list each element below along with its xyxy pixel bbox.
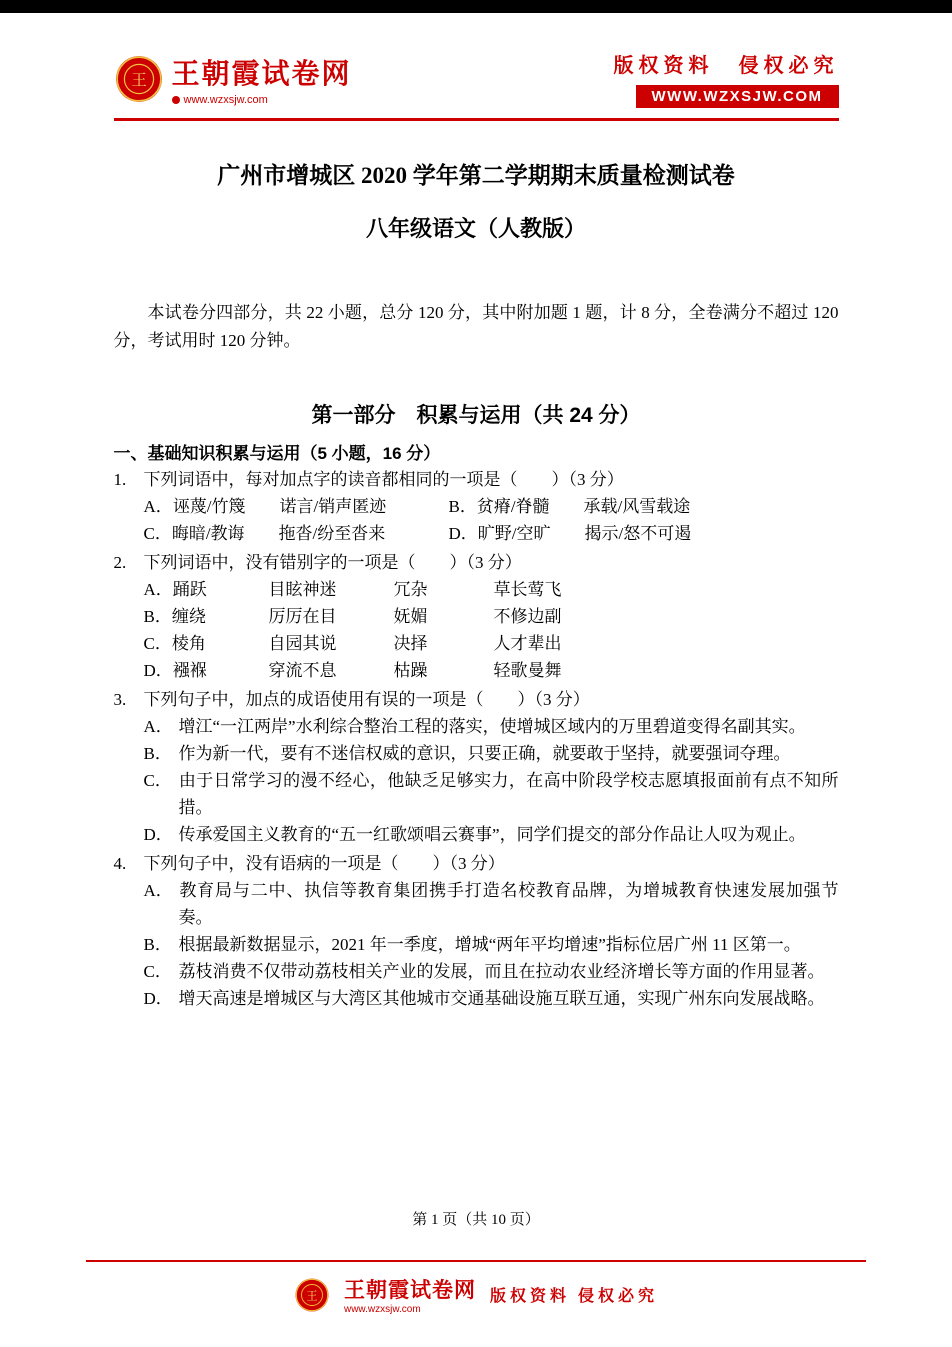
option-c-cell: C．棱角 — [143, 634, 206, 653]
option-text: 由于日常学习的漫不经心，他缺乏足够实力，在高中阶段学校志愿填报面前有点不知所措。 — [178, 771, 839, 817]
question-stem: 下列词语中，没有错别字的一项是（ ）（3 分） — [143, 553, 522, 572]
brand-block — [114, 52, 352, 106]
option-label: C． — [143, 962, 172, 981]
option-cell: 人才辈出 — [493, 634, 562, 653]
question-1-stem-row — [114, 466, 839, 493]
question-stem: 下列句子中，没有语病的一项是（ ）（3 分） — [143, 854, 505, 873]
option-text: 荔枝消费不仅带动荔枝相关产业的发展，而且在拉动农业经济增长等方面的作用显著。 — [178, 962, 825, 981]
question-4 — [114, 850, 839, 1012]
option-d: D．旷野/空旷 揭示/怒不可遏 — [448, 524, 692, 543]
option-b-cell: B．缠绕 — [143, 607, 206, 626]
question-2 — [114, 549, 839, 684]
exam-subtitle: 八年级语文（人教版） — [365, 216, 586, 241]
option-b: B．贫瘠/脊髓 承载/风雪载途 — [448, 497, 691, 516]
option-c — [114, 767, 839, 821]
question-number: 1. — [113, 470, 127, 489]
option-cell: 自园其说 — [268, 634, 337, 653]
option-cell: 厉厉在目 — [268, 607, 337, 626]
copyright-notice: 版权资料 侵权必究 — [613, 55, 839, 77]
option-a — [114, 713, 839, 740]
option-b — [114, 740, 839, 767]
question-stem: 下列句子中，加点的成语使用有误的一项是（ ）（3 分） — [143, 690, 590, 709]
option-label: A． — [143, 717, 173, 736]
option-cell: 草长莺飞 — [493, 580, 562, 599]
brand-seal-icon — [114, 54, 164, 104]
option-d — [114, 985, 839, 1012]
footer-site-url: www.wzxsjw.com — [343, 1304, 421, 1315]
brand-site-text: www.wzxsjw.com — [183, 93, 268, 106]
option-a — [114, 877, 839, 931]
question-1 — [114, 466, 839, 547]
question-4-stem-row — [114, 850, 839, 877]
option-a: A．诬蔑/竹篾 诺言/销声匿迹 — [143, 497, 387, 516]
dot-icon — [172, 96, 180, 104]
question-3 — [114, 686, 839, 848]
page-number: 第 1 页（共 10 页） — [412, 1212, 540, 1228]
option-cell: 不修边副 — [493, 607, 562, 626]
question-stem: 下列词语中，每对加点字的读音都相同的一项是（ ）（3 分） — [143, 470, 624, 489]
option-cell: 枯躁 — [393, 661, 428, 680]
brand-text — [172, 52, 352, 106]
question-3-stem-row — [114, 686, 839, 713]
option-cell: 冗杂 — [393, 580, 428, 599]
option-cell: 妩媚 — [393, 607, 428, 626]
option-cell: 决择 — [393, 634, 428, 653]
header-right — [614, 49, 839, 108]
option-text: 传承爱国主义教育的“五一红歌颂唱云赛事”，同学们提交的部分作品让人叹为观止。 — [178, 825, 806, 844]
page-header — [114, 49, 839, 108]
exam-intro: 本试卷分四部分，共 22 小题，总分 120 分，其中附加题 1 题，计 8 分，全卷满分不超过 120 分，考试用时 120 分钟。 — [113, 303, 839, 350]
svg-text:王: 王 — [306, 1290, 318, 1302]
option-d-cell: D．襁褓 — [143, 661, 207, 680]
footer-brand-text — [344, 1274, 476, 1315]
option-text: 增天高速是增城区与大湾区其他城市交通基础设施互联互通，实现广州东向发展战略。 — [178, 989, 825, 1008]
option-label: D． — [143, 989, 173, 1008]
option-text: 根据最新数据显示，2021 年一季度，增城“两年平均增速”指标位居广州 11 区第一。 — [178, 935, 801, 954]
footer-brand — [0, 1274, 952, 1315]
footer-brand-name: 王朝霞试卷网 — [343, 1279, 476, 1302]
top-black-bar — [0, 0, 952, 13]
option-label: B． — [143, 935, 172, 954]
footer-copyright-notice: 版权资料 侵权必究 — [489, 1288, 658, 1305]
option-c — [114, 958, 839, 985]
option-label: C． — [143, 771, 172, 790]
header-rule — [114, 118, 839, 121]
option-cell: 目眩神迷 — [268, 580, 337, 599]
option-label: B． — [143, 744, 172, 763]
option-label: A． — [143, 881, 173, 900]
option-cell: 轻歌曼舞 — [493, 661, 562, 680]
footer-rule — [86, 1260, 866, 1262]
option-d — [114, 821, 839, 848]
site-url-bar: WWW.WZXSJW.COM — [636, 85, 839, 108]
question-2-stem-row — [114, 549, 839, 576]
brand-name: 王朝霞试卷网 — [171, 57, 352, 89]
option-text: 作为新一代，要有不迷信权威的意识，只要正确，就要敢于坚持，就要强词夺理。 — [178, 744, 791, 763]
option-c: C．晦暗/教诲 拖沓/纷至沓来 — [143, 524, 386, 543]
option-text: 增江“一江两岸”水利综合整治工程的落实，使增城区域内的万里碧道变得名副其实。 — [178, 717, 806, 736]
question-number: 2. — [113, 553, 127, 572]
question-2-options — [144, 576, 839, 684]
question-number: 3. — [113, 690, 127, 709]
option-cell: 穿流不息 — [268, 661, 337, 680]
option-a-cell: A．踊跃 — [143, 580, 207, 599]
exam-title: 广州市增城区 2020 学年第二学期期末质量检测试卷 — [217, 163, 735, 188]
section-heading: 一、基础知识积累与运用（5 小题，16 分） — [113, 444, 441, 463]
svg-text:王: 王 — [130, 71, 147, 89]
question-number: 4. — [113, 854, 127, 873]
question-1-options — [144, 493, 839, 547]
brand-site-url — [172, 94, 352, 106]
option-label: D． — [143, 825, 173, 844]
option-b — [114, 931, 839, 958]
option-text: 教育局与二中、执信等教育集团携手打造名校教育品牌，为增城教育快速发展加强节奏。 — [178, 881, 839, 927]
part-heading: 第一部分 积累与运用（共 24 分） — [311, 404, 641, 427]
footer-seal-icon — [294, 1277, 330, 1313]
